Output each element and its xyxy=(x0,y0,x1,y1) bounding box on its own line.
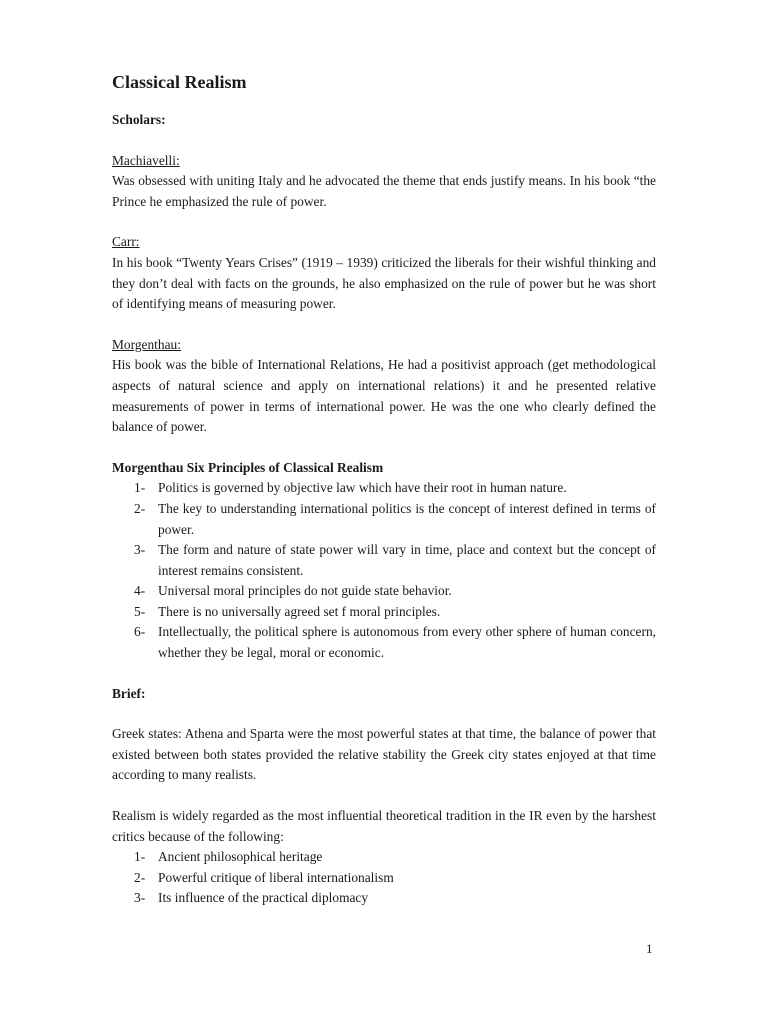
list-text: There is no universally agreed set f moral principles. xyxy=(158,603,441,619)
scholar-text: Was obsessed with uniting Italy and he advocated the theme that ends justify means. In his book “the Prince he emphasized the rule of power. xyxy=(112,173,656,209)
list-item xyxy=(112,847,656,868)
scholar-text: In his book “Twenty Years Crises” (1919 – 1939) criticized the liberals for their wishful thinking and they don’t deal with facts on the grounds, he also emphasized on the rule of power but he was short of identifying means of measuring power. xyxy=(112,254,656,312)
scholar-carr xyxy=(112,232,656,314)
list-item xyxy=(112,540,656,581)
list-item xyxy=(112,581,656,602)
scholar-machiavelli xyxy=(112,151,656,213)
brief-heading: Brief: xyxy=(112,685,146,701)
list-text: Politics is governed by objective law which have their root in human nature. xyxy=(158,480,567,496)
list-text: Universal moral principles do not guide state behavior. xyxy=(158,583,452,599)
scholars-heading: Scholars: xyxy=(112,112,166,127)
scholar-morgenthau xyxy=(112,335,656,438)
scholar-name: Carr: xyxy=(112,234,140,250)
list-text: Intellectually, the political sphere is autonomous from every other sphere of human concern, whether they be legal, moral or economic. xyxy=(158,624,656,661)
list-item xyxy=(112,888,656,909)
list-number: 5- xyxy=(134,603,146,619)
scholar-name: Machiavelli: xyxy=(112,152,180,168)
list-text: Powerful critique of liberal internationalism xyxy=(158,869,394,885)
list-text: The form and nature of state power will vary in time, place and context but the concept of interest remains consistent. xyxy=(158,542,656,578)
scholar-name: Morgenthau: xyxy=(112,336,181,352)
brief-text: Realism is widely regarded as the most influential theoretical tradition in the IR even by the harshest critics because of the following: xyxy=(112,808,656,844)
page-number: 1 xyxy=(646,941,653,956)
list-number: 2- xyxy=(134,500,146,516)
document-title: Classical Realism xyxy=(112,72,247,92)
brief-paragraph-1 xyxy=(112,724,656,786)
list-number: 4- xyxy=(134,583,146,599)
list-number: 2- xyxy=(134,869,146,885)
list-text: Its influence of the practical diplomacy xyxy=(158,890,369,906)
list-item xyxy=(112,499,656,540)
brief-paragraph-2 xyxy=(112,806,656,909)
list-number: 1- xyxy=(134,849,146,865)
list-item xyxy=(112,602,656,623)
list-number: 6- xyxy=(134,624,146,640)
list-number: 1- xyxy=(134,480,146,496)
list-item xyxy=(112,868,656,889)
principles-list xyxy=(112,478,656,663)
list-item xyxy=(112,478,656,499)
scholar-text: His book was the bible of International Relations, He had a positivist approach (get methodological aspects of natural science and apply on international relations) it and he presented relative measurements of power in terms of international power. He was the one who clearly defined the balance of power. xyxy=(112,357,656,435)
list-item xyxy=(112,622,656,663)
list-number: 3- xyxy=(134,890,146,906)
reasons-list xyxy=(112,847,656,909)
principles-section xyxy=(112,458,656,664)
brief-text: Greek states: Athena and Sparta were the most powerful states at that time, the balance of power that existed between both states provided the relative stability the Greek city states enjoyed at that time according to many realists. xyxy=(112,726,656,783)
document-page xyxy=(112,70,656,909)
list-text: The key to understanding international politics is the concept of interest defined in terms of power. xyxy=(158,500,656,537)
principles-heading: Morgenthau Six Principles of Classical Realism xyxy=(112,459,384,475)
list-number: 3- xyxy=(134,542,146,558)
list-text: Ancient philosophical heritage xyxy=(158,849,323,865)
